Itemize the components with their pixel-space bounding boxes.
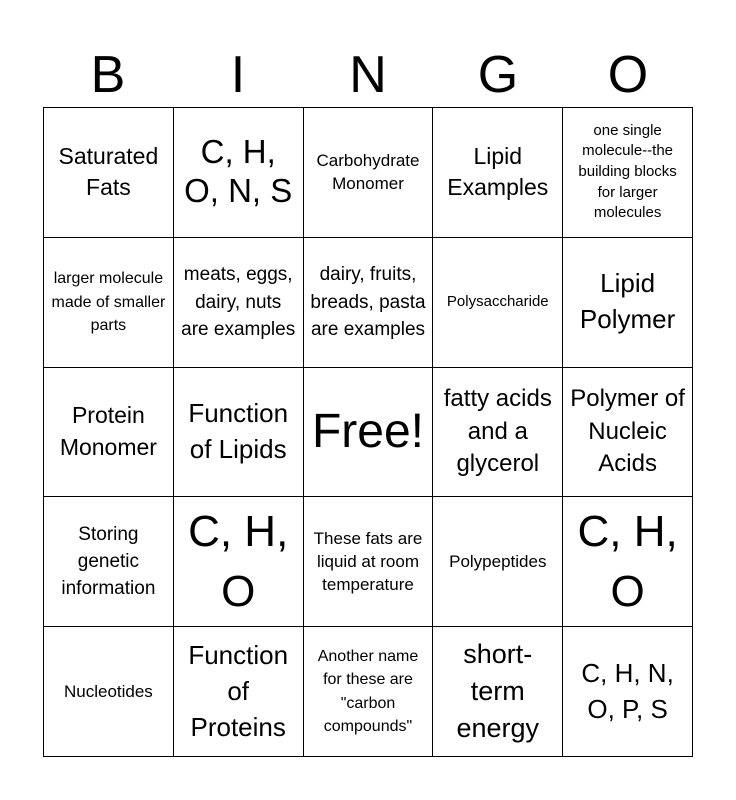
bingo-cell[interactable]: Function of Lipids xyxy=(174,368,304,498)
bingo-cell[interactable]: Another name for these are "carbon compounds" xyxy=(304,627,434,757)
header-letter-g: G xyxy=(477,46,519,104)
bingo-cell[interactable]: C, H, O xyxy=(174,497,304,627)
header-letter-i: I xyxy=(230,46,246,104)
header-letter-o: O xyxy=(607,46,649,104)
bingo-cell[interactable]: Carbohydrate Monomer xyxy=(304,108,434,238)
header-letter-n: N xyxy=(349,46,387,104)
bingo-cell-free[interactable]: Free! xyxy=(304,368,434,498)
bingo-cell[interactable]: one single molecule--the building blocks for larger molecules xyxy=(563,108,693,238)
bingo-cell[interactable]: Storing genetic information xyxy=(44,497,174,627)
bingo-cell[interactable]: Protein Monomer xyxy=(44,368,174,498)
bingo-board xyxy=(43,107,693,757)
bingo-cell[interactable]: Polysaccharide xyxy=(433,238,563,368)
bingo-cell[interactable]: larger molecule made of smaller parts xyxy=(44,238,174,368)
bingo-cell[interactable]: meats, eggs, dairy, nuts are examples xyxy=(174,238,304,368)
bingo-cell[interactable]: Function of Proteins xyxy=(174,627,304,757)
header-letter-b: B xyxy=(90,46,126,104)
bingo-header xyxy=(43,44,693,106)
bingo-cell[interactable]: C, H, N, O, P, S xyxy=(563,627,693,757)
bingo-cell[interactable]: C, H, O, N, S xyxy=(174,108,304,238)
bingo-cell[interactable]: fatty acids and a glycerol xyxy=(433,368,563,498)
bingo-cell[interactable]: Polymer of Nucleic Acids xyxy=(563,368,693,498)
bingo-cell[interactable]: Polypeptides xyxy=(433,497,563,627)
bingo-cell[interactable]: C, H, O xyxy=(563,497,693,627)
bingo-cell[interactable]: dairy, fruits, breads, pasta are examples xyxy=(304,238,434,368)
bingo-cell[interactable]: Nucleotides xyxy=(44,627,174,757)
bingo-cell[interactable]: short-term energy xyxy=(433,627,563,757)
bingo-cell[interactable]: Lipid Polymer xyxy=(563,238,693,368)
bingo-cell[interactable]: Lipid Examples xyxy=(433,108,563,238)
bingo-cell[interactable]: Saturated Fats xyxy=(44,108,174,238)
bingo-cell[interactable]: These fats are liquid at room temperature xyxy=(304,497,434,627)
